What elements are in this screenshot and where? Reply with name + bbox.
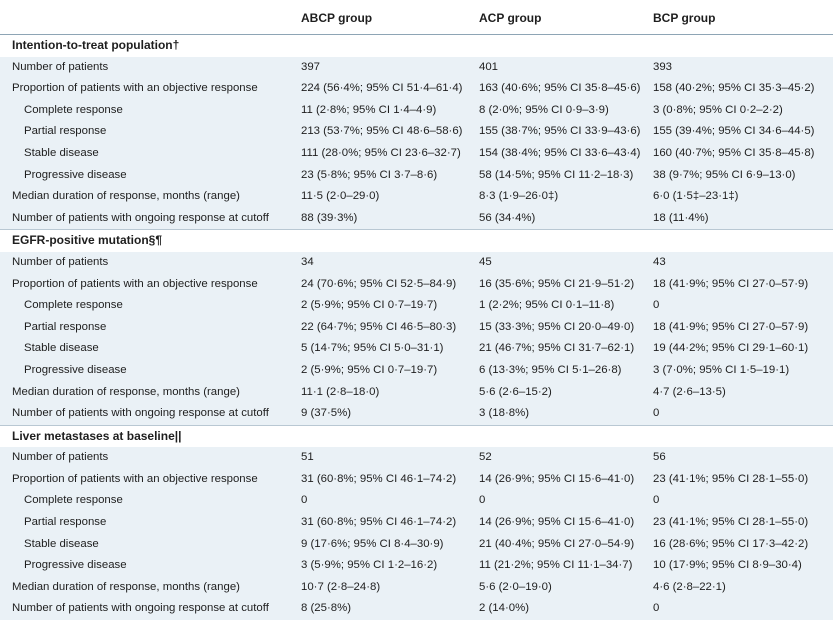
abcp-value: 22 (64·7%; 95% CI 46·5–80·3) <box>301 320 457 333</box>
acp-value: 3 (18·8%) <box>479 407 530 420</box>
row-label: Proportion of patients with an objective response <box>12 82 258 95</box>
table-row <box>0 577 833 599</box>
bcp-value: 0 <box>653 299 660 312</box>
abcp-value: 2 (5·9%; 95% CI 0·7–19·7) <box>301 363 438 376</box>
table-row <box>0 121 833 143</box>
abcp-value: 11·1 (2·8–18·0) <box>301 385 380 398</box>
column-header-bcp: BCP group <box>653 11 716 25</box>
table-row <box>0 57 833 79</box>
acp-value: 5·6 (2·6–15·2) <box>479 385 552 398</box>
abcp-value: 51 <box>301 451 314 464</box>
column-header-acp: ACP group <box>479 11 542 25</box>
bcp-value: 0 <box>653 602 660 615</box>
acp-value: 14 (26·9%; 95% CI 15·6–41·0) <box>479 516 635 529</box>
bcp-value: 23 (41·1%; 95% CI 28·1–55·0) <box>653 472 809 485</box>
section-heading <box>0 34 833 57</box>
row-label: Complete response <box>24 103 123 116</box>
row-label: Stable disease <box>24 146 99 159</box>
acp-value: 1 (2·2%; 95% CI 0·1–11·8) <box>479 299 615 312</box>
row-label: Number of patients with ongoing response at cutoff <box>12 407 269 420</box>
table-row <box>0 208 833 230</box>
acp-value: 52 <box>479 451 492 464</box>
table-row <box>0 490 833 512</box>
row-label: Number of patients with ongoing response at cutoff <box>12 602 269 615</box>
abcp-value: 23 (5·8%; 95% CI 3·7–8·6) <box>301 168 438 181</box>
table-row <box>0 598 833 620</box>
abcp-value: 5 (14·7%; 95% CI 5·0–31·1) <box>301 342 444 355</box>
bcp-value: 0 <box>653 494 660 507</box>
row-label: Stable disease <box>24 537 99 550</box>
acp-value: 155 (38·7%; 95% CI 33·9–43·6) <box>479 125 641 138</box>
acp-value: 58 (14·5%; 95% CI 11·2–18·3) <box>479 168 634 181</box>
abcp-value: 88 (39·3%) <box>301 211 358 224</box>
acp-value: 0 <box>479 494 486 507</box>
row-label: Progressive disease <box>24 363 127 376</box>
table-row <box>0 100 833 122</box>
abcp-value: 11·5 (2·0–29·0) <box>301 190 380 203</box>
table-row <box>0 403 833 425</box>
table-row <box>0 512 833 534</box>
column-header-abcp: ABCP group <box>301 11 373 25</box>
abcp-value: 0 <box>301 494 308 507</box>
acp-value: 6 (13·3%; 95% CI 5·1–26·8) <box>479 363 622 376</box>
table-row <box>0 252 833 274</box>
row-label: Partial response <box>24 516 107 529</box>
bcp-value: 4·6 (2·8–22·1) <box>653 580 726 593</box>
bcp-value: 18 (41·9%; 95% CI 27·0–57·9) <box>653 320 809 333</box>
row-label: Number of patients <box>12 60 109 73</box>
acp-value: 21 (40·4%; 95% CI 27·0–54·9) <box>479 537 635 550</box>
bcp-value: 4·7 (2·6–13·5) <box>653 385 726 398</box>
bcp-value: 0 <box>653 407 660 420</box>
acp-value: 45 <box>479 255 492 268</box>
abcp-value: 31 (60·8%; 95% CI 46·1–74·2) <box>301 516 457 529</box>
bcp-value: 56 <box>653 451 666 464</box>
bcp-value: 155 (39·4%; 95% CI 34·6–44·5) <box>653 125 815 138</box>
acp-value: 8·3 (1·9–26·0‡) <box>479 190 559 203</box>
acp-value: 163 (40·6%; 95% CI 35·8–45·6) <box>479 82 641 95</box>
section-heading <box>0 425 833 448</box>
row-label: Proportion of patients with an objective response <box>12 472 258 485</box>
bcp-value: 158 (40·2%; 95% CI 35·3–45·2) <box>653 82 815 95</box>
row-label: Stable disease <box>24 342 99 355</box>
table-row <box>0 534 833 556</box>
row-label: Number of patients with ongoing response at cutoff <box>12 211 269 224</box>
row-label: Progressive disease <box>24 168 127 181</box>
row-label: Complete response <box>24 494 123 507</box>
row-label: Number of patients <box>12 255 109 268</box>
row-label: Median duration of response, months (range) <box>12 190 240 203</box>
bcp-value: 16 (28·6%; 95% CI 17·3–42·2) <box>653 537 809 550</box>
abcp-value: 8 (25·8%) <box>301 602 352 615</box>
abcp-value: 34 <box>301 255 314 268</box>
bcp-value: 160 (40·7%; 95% CI 35·8–45·8) <box>653 146 815 159</box>
section-title: Intention-to-treat population† <box>12 38 180 52</box>
acp-value: 2 (14·0%) <box>479 602 530 615</box>
bcp-value: 38 (9·7%; 95% CI 6·9–13·0) <box>653 168 796 181</box>
bcp-value: 6·0 (1·5‡–23·1‡) <box>653 190 739 203</box>
table-header <box>0 0 833 34</box>
table-row <box>0 360 833 382</box>
row-label: Proportion of patients with an objective response <box>12 277 258 290</box>
bcp-value: 43 <box>653 255 666 268</box>
bcp-value: 18 (11·4%) <box>653 211 709 224</box>
table-row <box>0 143 833 165</box>
acp-value: 5·6 (2·0–19·0) <box>479 580 552 593</box>
acp-value: 21 (46·7%; 95% CI 31·7–62·1) <box>479 342 635 355</box>
table-row <box>0 295 833 317</box>
abcp-value: 397 <box>301 60 321 73</box>
row-label: Partial response <box>24 125 107 138</box>
section-title: Liver metastases at baseline|| <box>12 428 182 443</box>
table-row <box>0 186 833 208</box>
table-row <box>0 274 833 296</box>
bcp-value: 393 <box>653 60 673 73</box>
acp-value: 154 (38·4%; 95% CI 33·6–43·4) <box>479 146 641 159</box>
abcp-value: 31 (60·8%; 95% CI 46·1–74·2) <box>301 472 457 485</box>
table-row <box>0 469 833 491</box>
acp-value: 8 (2·0%; 95% CI 0·9–3·9) <box>479 103 609 116</box>
table-row <box>0 555 833 577</box>
row-label: Complete response <box>24 299 123 312</box>
row-label: Number of patients <box>12 451 109 464</box>
abcp-value: 3 (5·9%; 95% CI 1·2–16·2) <box>301 559 438 572</box>
acp-value: 56 (34·4%) <box>479 211 536 224</box>
acp-value: 14 (26·9%; 95% CI 15·6–41·0) <box>479 472 635 485</box>
table-row <box>0 165 833 187</box>
bcp-value: 3 (7·0%; 95% CI 1·5–19·1) <box>653 363 790 376</box>
table-row <box>0 78 833 100</box>
bcp-value: 10 (17·9%; 95% CI 8·9–30·4) <box>653 559 802 572</box>
acp-value: 16 (35·6%; 95% CI 21·9–51·2) <box>479 277 635 290</box>
abcp-value: 111 (28·0%; 95% CI 23·6–32·7) <box>301 146 461 159</box>
bcp-value: 23 (41·1%; 95% CI 28·1–55·0) <box>653 516 809 529</box>
table-row <box>0 382 833 404</box>
table-row <box>0 317 833 339</box>
abcp-value: 24 (70·6%; 95% CI 52·5–84·9) <box>301 277 457 290</box>
abcp-value: 9 (37·5%) <box>301 407 352 420</box>
bcp-value: 19 (44·2%; 95% CI 29·1–60·1) <box>653 342 809 355</box>
table-row <box>0 447 833 469</box>
abcp-value: 11 (2·8%; 95% CI 1·4–4·9) <box>301 103 437 116</box>
table-row <box>0 338 833 360</box>
row-label: Partial response <box>24 320 107 333</box>
section-heading <box>0 229 833 252</box>
table-body <box>0 34 833 620</box>
bcp-value: 3 (0·8%; 95% CI 0·2–2·2) <box>653 103 783 116</box>
acp-value: 11 (21·2%; 95% CI 11·1–34·7) <box>479 559 633 572</box>
abcp-value: 213 (53·7%; 95% CI 48·6–58·6) <box>301 125 463 138</box>
abcp-value: 2 (5·9%; 95% CI 0·7–19·7) <box>301 299 438 312</box>
bcp-value: 18 (41·9%; 95% CI 27·0–57·9) <box>653 277 809 290</box>
row-label: Median duration of response, months (range) <box>12 580 240 593</box>
row-label: Median duration of response, months (range) <box>12 385 240 398</box>
row-label: Progressive disease <box>24 559 127 572</box>
abcp-value: 224 (56·4%; 95% CI 51·4–61·4) <box>301 82 463 95</box>
section-title: EGFR-positive mutation§¶ <box>12 233 163 248</box>
acp-value: 401 <box>479 60 499 73</box>
abcp-value: 10·7 (2·8–24·8) <box>301 580 381 593</box>
abcp-value: 9 (17·6%; 95% CI 8·4–30·9) <box>301 537 444 550</box>
acp-value: 15 (33·3%; 95% CI 20·0–49·0) <box>479 320 635 333</box>
